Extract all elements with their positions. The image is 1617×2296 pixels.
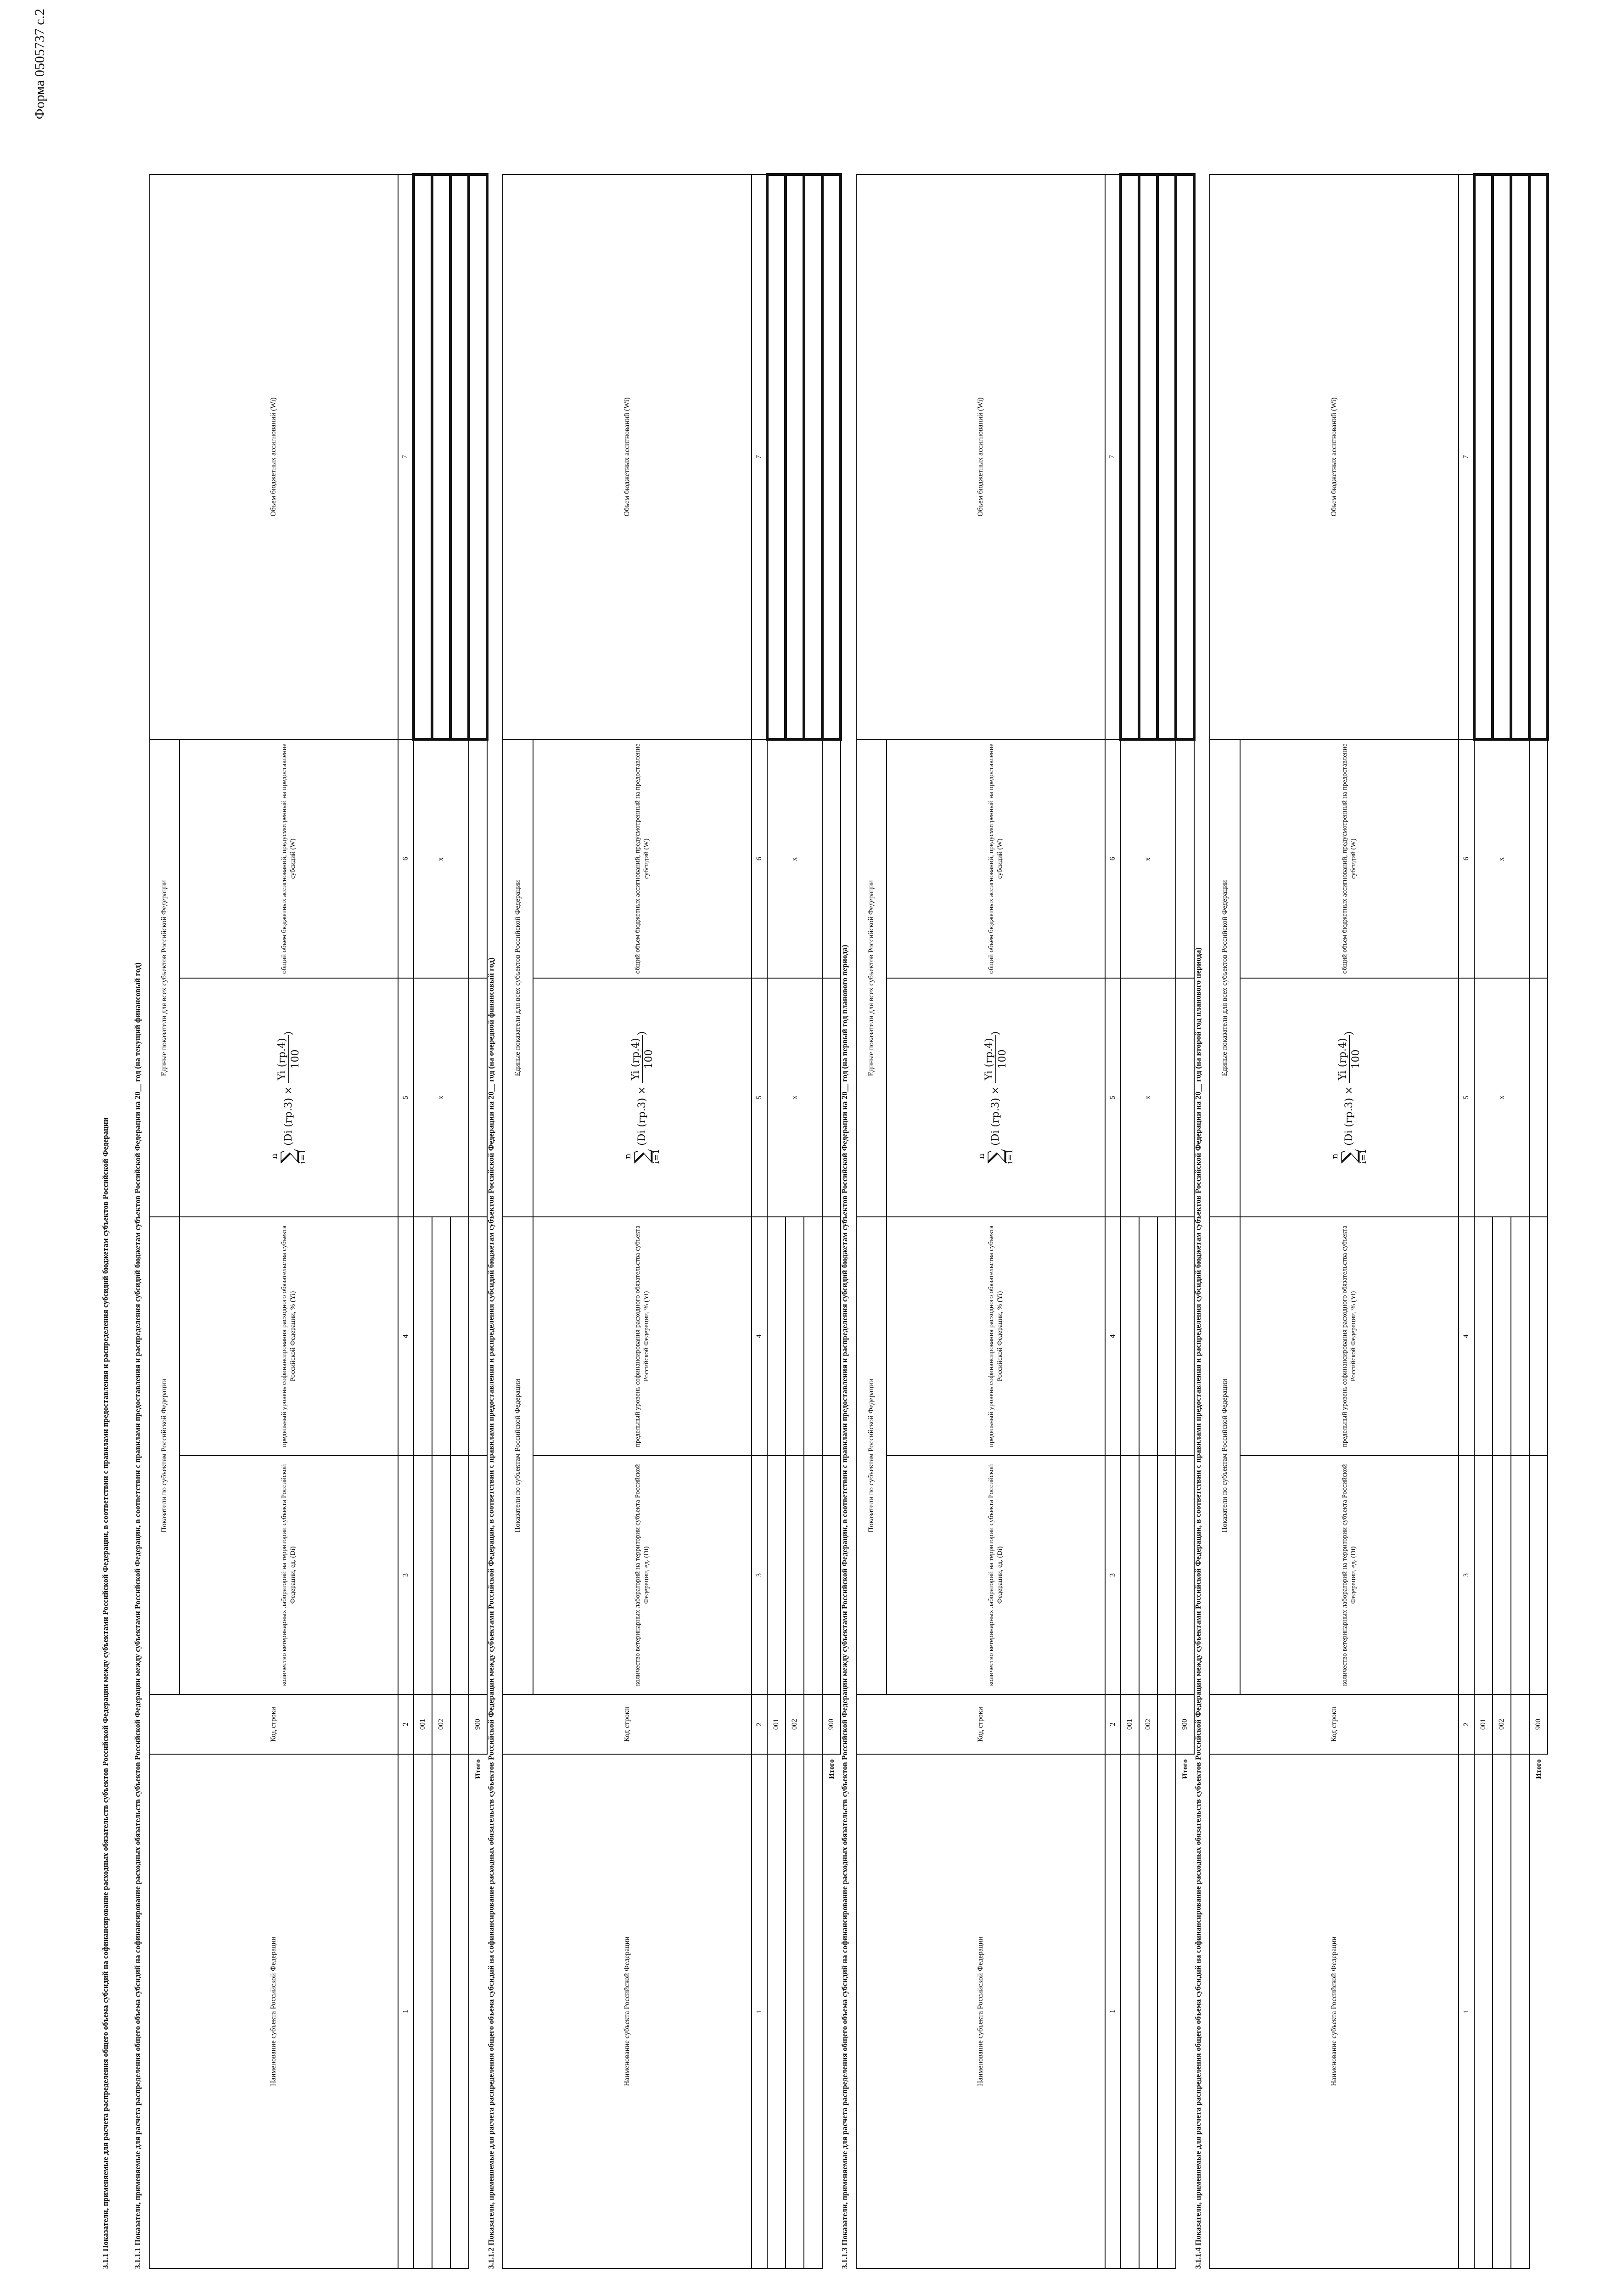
cell-yi[interactable] bbox=[450, 1217, 469, 1456]
header-group-subjects: Показатели по субъектам Российской Федерации bbox=[149, 1217, 180, 1694]
formula-fraction bbox=[1336, 1035, 1363, 1083]
cell-yi[interactable] bbox=[1474, 1217, 1493, 1456]
cell-wi[interactable] bbox=[1139, 174, 1157, 739]
cell-yi[interactable] bbox=[1139, 1217, 1157, 1456]
section-title: 3.1.1.2 Показатели, применяемые для расчета распределения общего объема субсидий на софинансирование расходных обязательств субъектов Российской Федерации между субъектами Российской Федерации, в соответствии с правилами предоставления и распределения субсидий бюджетам субъектов Российской Федерации на 20__ год (на очередной финансовый год) bbox=[487, 957, 495, 2269]
col-num: 4 bbox=[1459, 1217, 1474, 1456]
header-code-col: Код строки bbox=[1210, 1694, 1459, 1754]
column-number-row bbox=[752, 174, 767, 2268]
table-row bbox=[450, 174, 469, 2268]
col-num: 1 bbox=[1459, 1754, 1474, 2268]
total-w[interactable] bbox=[822, 739, 841, 978]
header-col5-formula bbox=[180, 978, 398, 1217]
cell-cross: x bbox=[414, 978, 469, 1217]
cell-di[interactable] bbox=[1157, 1456, 1176, 1694]
total-label: Итого bbox=[1181, 1759, 1189, 1779]
cell-yi[interactable] bbox=[1493, 1217, 1511, 1456]
total-yi[interactable] bbox=[469, 1217, 487, 1456]
header-col4: предельный уровень софинансирования расходного обязательства субъекта Российской Федерации, % (Yi) bbox=[1240, 1217, 1459, 1456]
cell-code: 002 bbox=[432, 1694, 450, 1754]
column-number-row bbox=[1459, 174, 1474, 2268]
section-2 bbox=[487, 180, 842, 2269]
cell-name[interactable] bbox=[786, 1754, 804, 2268]
section-title: 3.1.1.3 Показатели, применяемые для расчета распределения общего объема субсидий на софинансирование расходных обязательств субъектов Российской Федерации между субъектами Российской Федерации, в соответствии с правилами предоставления и распределения субсидий бюджетам субъектов Российской Федерации на 20__ год (на первый год планового периода) bbox=[840, 945, 849, 2269]
table-row bbox=[767, 174, 786, 2268]
fraction-numerator: Yi (гр.4) bbox=[629, 1035, 643, 1083]
sigma-icon: ∑ bbox=[630, 1149, 654, 1164]
header-group-subjects: Показатели по субъектам Российской Федерации bbox=[1210, 1217, 1240, 1694]
header-group-common: Единые показатели для всех субъектов Российской Федерации bbox=[856, 739, 887, 1217]
sum-bottom: i=1 bbox=[651, 1148, 661, 1164]
total-row bbox=[1529, 174, 1548, 2268]
header-name-col: Наименование субъекта Российской Федерации bbox=[856, 1754, 1105, 2268]
total-w[interactable] bbox=[1529, 739, 1548, 978]
header-col7: Объем бюджетных ассигнований (Wi) bbox=[856, 174, 1105, 739]
total-w[interactable] bbox=[1176, 739, 1194, 978]
col-num: 7 bbox=[1105, 174, 1121, 739]
total-wi[interactable] bbox=[822, 174, 841, 739]
cell-cross: x bbox=[767, 978, 822, 1217]
total-row bbox=[1176, 174, 1194, 2268]
col-num: 5 bbox=[1459, 978, 1474, 1217]
total-code: 900 bbox=[822, 1694, 841, 1754]
sum-top: n bbox=[1330, 1154, 1340, 1159]
formula-left: Di (гр.3) × bbox=[1343, 1086, 1355, 1142]
total-w[interactable] bbox=[469, 739, 487, 978]
col-num: 2 bbox=[752, 1694, 767, 1754]
cell-name[interactable] bbox=[414, 1754, 432, 2268]
formula: n ∑ i=1 (Di (гр.3) × Yi (гр.4) 100 ) bbox=[977, 1031, 1015, 1164]
cell-name[interactable] bbox=[767, 1754, 786, 2268]
header-group-common: Единые показатели для всех субъектов Российской Федерации bbox=[149, 739, 180, 1217]
cell-code: 001 bbox=[767, 1694, 786, 1754]
sum-symbol bbox=[270, 1149, 307, 1164]
header-col6: общий объем бюджетных ассигнований, предусмотренный на предоставление субсидий (W) bbox=[887, 739, 1105, 978]
col-num: 3 bbox=[1459, 1456, 1474, 1694]
cell-wi[interactable] bbox=[1121, 174, 1139, 739]
header-code-col: Код строки bbox=[503, 1694, 752, 1754]
header-col6: общий объем бюджетных ассигнований, предусмотренный на предоставление субсидий (W) bbox=[180, 739, 398, 978]
header-col7: Объем бюджетных ассигнований (Wi) bbox=[149, 174, 398, 739]
col-num: 2 bbox=[398, 1694, 414, 1754]
header-code-col: Код строки bbox=[856, 1694, 1105, 1754]
total-formula[interactable] bbox=[1176, 978, 1194, 1217]
cell-cross: x bbox=[414, 739, 469, 978]
header-col4: предельный уровень софинансирования расходного обязательства субъекта Российской Федерации, % (Yi) bbox=[180, 1217, 398, 1456]
cell-name[interactable] bbox=[1121, 1754, 1139, 2268]
fraction-numerator: Yi (гр.4) bbox=[1336, 1035, 1350, 1083]
col-num: 7 bbox=[398, 174, 414, 739]
col-num: 4 bbox=[1105, 1217, 1121, 1456]
total-di[interactable] bbox=[822, 1456, 841, 1694]
sum-top: n bbox=[977, 1154, 986, 1159]
sum-bottom: i=1 bbox=[1005, 1148, 1015, 1164]
total-formula[interactable] bbox=[1529, 978, 1548, 1217]
total-label: Итого bbox=[827, 1759, 836, 1779]
col-num: 7 bbox=[752, 174, 767, 739]
header-col3: количество ветеринарных лабораторий на территории субъекта Российской Федерации, ед. (Di) bbox=[1240, 1456, 1459, 1694]
formula: n ∑ i=1 (Di (гр.3) × Yi (гр.4) 100 ) bbox=[1330, 1031, 1368, 1164]
cell-name[interactable] bbox=[450, 1754, 469, 2268]
total-row bbox=[469, 174, 487, 2268]
formula-left: Di (гр.3) × bbox=[283, 1086, 294, 1142]
fraction-numerator: Yi (гр.4) bbox=[983, 1035, 997, 1083]
section-1 bbox=[133, 180, 488, 2269]
cell-name[interactable] bbox=[1157, 1754, 1176, 2268]
sum-symbol bbox=[1331, 1149, 1368, 1164]
cell-name[interactable] bbox=[1511, 1754, 1529, 2268]
column-number-row bbox=[1105, 174, 1121, 2268]
fraction-denominator: 100 bbox=[643, 1049, 655, 1069]
fraction-denominator: 100 bbox=[997, 1049, 1008, 1069]
indicator-table bbox=[149, 173, 488, 2269]
total-label: Итого bbox=[474, 1759, 482, 1779]
header-group-common: Единые показатели для всех субъектов Российской Федерации bbox=[1210, 739, 1240, 1217]
cell-code: 002 bbox=[1493, 1694, 1511, 1754]
header-col3: количество ветеринарных лабораторий на территории субъекта Российской Федерации, ед. (Di) bbox=[180, 1456, 398, 1694]
table-row bbox=[1157, 174, 1176, 2268]
total-label: Итого bbox=[1534, 1759, 1543, 1779]
cell-yi[interactable] bbox=[1121, 1217, 1139, 1456]
cell-code: 002 bbox=[1139, 1694, 1157, 1754]
cell-cross: x bbox=[1474, 978, 1529, 1217]
total-di[interactable] bbox=[1176, 1456, 1194, 1694]
cell-code: 002 bbox=[786, 1694, 804, 1754]
cell-cross: x bbox=[1121, 978, 1176, 1217]
cell-code bbox=[1157, 1694, 1176, 1754]
cell-wi[interactable] bbox=[414, 174, 432, 739]
table-row bbox=[1511, 174, 1529, 2268]
cell-wi[interactable] bbox=[1157, 174, 1176, 739]
cell-name[interactable] bbox=[1139, 1754, 1157, 2268]
table-row bbox=[786, 174, 804, 2268]
col-num: 6 bbox=[752, 739, 767, 978]
cell-di[interactable] bbox=[1121, 1456, 1139, 1694]
header-col5-formula bbox=[887, 978, 1105, 1217]
section-3 bbox=[840, 180, 1196, 2269]
section-4 bbox=[1194, 180, 1549, 2269]
header-col7: Объем бюджетных ассигнований (Wi) bbox=[503, 174, 752, 739]
cell-wi[interactable] bbox=[786, 174, 804, 739]
formula-fraction bbox=[629, 1035, 656, 1083]
table-row bbox=[1121, 174, 1139, 2268]
cell-di[interactable] bbox=[1511, 1456, 1529, 1694]
sum-bottom: i=1 bbox=[298, 1148, 308, 1164]
fraction-denominator: 100 bbox=[1350, 1049, 1362, 1069]
sigma-icon: ∑ bbox=[1337, 1149, 1361, 1164]
total-wi[interactable] bbox=[469, 174, 487, 739]
total-code: 900 bbox=[1176, 1694, 1194, 1754]
total-formula[interactable] bbox=[469, 978, 487, 1217]
cell-di[interactable] bbox=[804, 1456, 822, 1694]
table-row bbox=[804, 174, 822, 2268]
total-code: 900 bbox=[469, 1694, 487, 1754]
main-title: 3.1.1 Показатели, применяемые для расчета распределения общего объема субсидий на софинансирование расходных обязательств субъектов Российской Федерации между субъектами Российской Федерации, в соответствии с правилами предоставления и распределения субсидий бюджетам субъектов Российской Федерации bbox=[101, 1117, 110, 2269]
header-col5-formula bbox=[533, 978, 752, 1217]
sigma-icon: ∑ bbox=[984, 1149, 1007, 1164]
table-row bbox=[1139, 174, 1157, 2268]
col-num: 1 bbox=[1105, 1754, 1121, 2268]
col-num: 5 bbox=[398, 978, 414, 1217]
cell-code bbox=[450, 1694, 469, 1754]
col-num: 7 bbox=[1459, 174, 1474, 739]
total-yi[interactable] bbox=[1529, 1217, 1548, 1456]
header-group-subjects: Показатели по субъектам Российской Федерации bbox=[503, 1217, 533, 1694]
column-number-row bbox=[398, 174, 414, 2268]
cell-yi[interactable] bbox=[432, 1217, 450, 1456]
cell-di[interactable] bbox=[767, 1456, 786, 1694]
total-wi[interactable] bbox=[1529, 174, 1548, 739]
col-num: 4 bbox=[398, 1217, 414, 1456]
fraction-denominator: 100 bbox=[290, 1049, 301, 1069]
formula: n ∑ i=1 (Di (гр.3) × Yi (гр.4) 100 ) bbox=[270, 1031, 308, 1164]
cell-wi[interactable] bbox=[767, 174, 786, 739]
header-col7: Объем бюджетных ассигнований (Wi) bbox=[1210, 174, 1459, 739]
cell-yi[interactable] bbox=[1157, 1217, 1176, 1456]
header-name-col: Наименование субъекта Российской Федерации bbox=[1210, 1754, 1459, 2268]
col-num: 5 bbox=[1105, 978, 1121, 1217]
indicator-table bbox=[856, 173, 1196, 2269]
col-num: 3 bbox=[398, 1456, 414, 1694]
col-num: 6 bbox=[1105, 739, 1121, 978]
cell-code: 001 bbox=[414, 1694, 432, 1754]
cell-cross: x bbox=[1121, 739, 1176, 978]
header-name-col: Наименование субъекта Российской Федерации bbox=[503, 1754, 752, 2268]
sum-symbol bbox=[977, 1149, 1014, 1164]
table-row bbox=[414, 174, 432, 2268]
header-name-col: Наименование субъекта Российской Федерации bbox=[149, 1754, 398, 2268]
formula-fraction bbox=[276, 1035, 302, 1083]
total-yi[interactable] bbox=[1176, 1217, 1194, 1456]
cell-yi[interactable] bbox=[767, 1217, 786, 1456]
cell-name[interactable] bbox=[804, 1754, 822, 2268]
col-num: 6 bbox=[1459, 739, 1474, 978]
col-num: 1 bbox=[752, 1754, 767, 2268]
header-group-common: Единые показатели для всех субъектов Российской Федерации bbox=[503, 739, 533, 1217]
indicator-table bbox=[502, 173, 842, 2269]
total-row bbox=[822, 174, 841, 2268]
formula-left: Di (гр.3) × bbox=[636, 1086, 648, 1142]
sigma-icon: ∑ bbox=[277, 1149, 300, 1164]
total-di[interactable] bbox=[1529, 1456, 1548, 1694]
table-row bbox=[1493, 174, 1511, 2268]
total-wi[interactable] bbox=[1176, 174, 1194, 739]
cell-yi[interactable] bbox=[786, 1217, 804, 1456]
col-num: 1 bbox=[398, 1754, 414, 2268]
header-col4: предельный уровень софинансирования расходного обязательства субъекта Российской Федерации, % (Yi) bbox=[533, 1217, 752, 1456]
cell-di[interactable] bbox=[432, 1456, 450, 1694]
cell-name[interactable] bbox=[1493, 1754, 1511, 2268]
form-label: Форма 0505737 с.2 bbox=[32, 8, 47, 119]
cell-code: 001 bbox=[1474, 1694, 1493, 1754]
col-num: 2 bbox=[1105, 1694, 1121, 1754]
cell-di[interactable] bbox=[786, 1456, 804, 1694]
cell-yi[interactable] bbox=[1511, 1217, 1529, 1456]
total-code: 900 bbox=[1529, 1694, 1548, 1754]
cell-wi[interactable] bbox=[1474, 174, 1493, 739]
header-col6: общий объем бюджетных ассигнований, предусмотренный на предоставление субсидий (W) bbox=[1240, 739, 1459, 978]
cell-cross: x bbox=[767, 739, 822, 978]
sum-top: n bbox=[623, 1154, 633, 1159]
col-num: 5 bbox=[752, 978, 767, 1217]
sum-top: n bbox=[270, 1154, 279, 1159]
header-col3: количество ветеринарных лабораторий на территории субъекта Российской Федерации, ед. (Di) bbox=[887, 1456, 1105, 1694]
header-code-col: Код строки bbox=[149, 1694, 398, 1754]
col-num: 6 bbox=[398, 739, 414, 978]
cell-wi[interactable] bbox=[804, 174, 822, 739]
fraction-numerator: Yi (гр.4) bbox=[276, 1035, 290, 1083]
table-row bbox=[432, 174, 450, 2268]
total-yi[interactable] bbox=[822, 1217, 841, 1456]
header-col3: количество ветеринарных лабораторий на территории субъекта Российской Федерации, ед. (Di) bbox=[533, 1456, 752, 1694]
cell-code bbox=[1511, 1694, 1529, 1754]
cell-wi[interactable] bbox=[1493, 174, 1511, 739]
sum-bottom: i=1 bbox=[1359, 1148, 1368, 1164]
cell-code bbox=[804, 1694, 822, 1754]
header-col5-formula bbox=[1240, 978, 1459, 1217]
cell-yi[interactable] bbox=[804, 1217, 822, 1456]
col-num: 3 bbox=[752, 1456, 767, 1694]
cell-di[interactable] bbox=[1493, 1456, 1511, 1694]
cell-di[interactable] bbox=[450, 1456, 469, 1694]
total-di[interactable] bbox=[469, 1456, 487, 1694]
col-num: 2 bbox=[1459, 1694, 1474, 1754]
cell-yi[interactable] bbox=[414, 1217, 432, 1456]
cell-name[interactable] bbox=[432, 1754, 450, 2268]
formula: n ∑ i=1 (Di (гр.3) × Yi (гр.4) 100 ) bbox=[623, 1031, 661, 1164]
section-title: 3.1.1.4 Показатели, применяемые для расчета распределения общего объема субсидий на софинансирование расходных обязательств субъектов Российской Федерации между субъектами Российской Федерации, в соответствии с правилами предоставления и распределения субсидий бюджетам субъектов Российской Федерации на 20__ год (на второй год планового периода) bbox=[1194, 947, 1202, 2269]
cell-di[interactable] bbox=[414, 1456, 432, 1694]
cell-wi[interactable] bbox=[450, 174, 469, 739]
header-col4: предельный уровень софинансирования расходного обязательства субъекта Российской Федерации, % (Yi) bbox=[887, 1217, 1105, 1456]
indicator-table bbox=[1209, 173, 1549, 2269]
table-row bbox=[1474, 174, 1493, 2268]
cell-di[interactable] bbox=[1139, 1456, 1157, 1694]
formula-fraction bbox=[983, 1035, 1009, 1083]
cell-di[interactable] bbox=[1474, 1456, 1493, 1694]
cell-cross: x bbox=[1474, 739, 1529, 978]
cell-code: 001 bbox=[1121, 1694, 1139, 1754]
formula-left: Di (гр.3) × bbox=[990, 1086, 1001, 1142]
header-group-subjects: Показатели по субъектам Российской Федерации bbox=[856, 1217, 887, 1694]
sum-symbol bbox=[624, 1149, 661, 1164]
cell-name[interactable] bbox=[1474, 1754, 1493, 2268]
cell-wi[interactable] bbox=[432, 174, 450, 739]
section-title: 3.1.1.1 Показатели, применяемые для расчета распределения общего объема субсидий на софинансирование расходных обязательств субъектов Российской Федерации между субъектами Российской Федерации, в соответствии с правилами предоставления и распределения субсидий бюджетам субъектов Российской Федерации на 20__ год (на текущий финансовый год) bbox=[133, 962, 142, 2269]
total-formula[interactable] bbox=[822, 978, 841, 1217]
cell-wi[interactable] bbox=[1511, 174, 1529, 739]
col-num: 3 bbox=[1105, 1456, 1121, 1694]
header-col6: общий объем бюджетных ассигнований, предусмотренный на предоставление субсидий (W) bbox=[533, 739, 752, 978]
col-num: 4 bbox=[752, 1217, 767, 1456]
